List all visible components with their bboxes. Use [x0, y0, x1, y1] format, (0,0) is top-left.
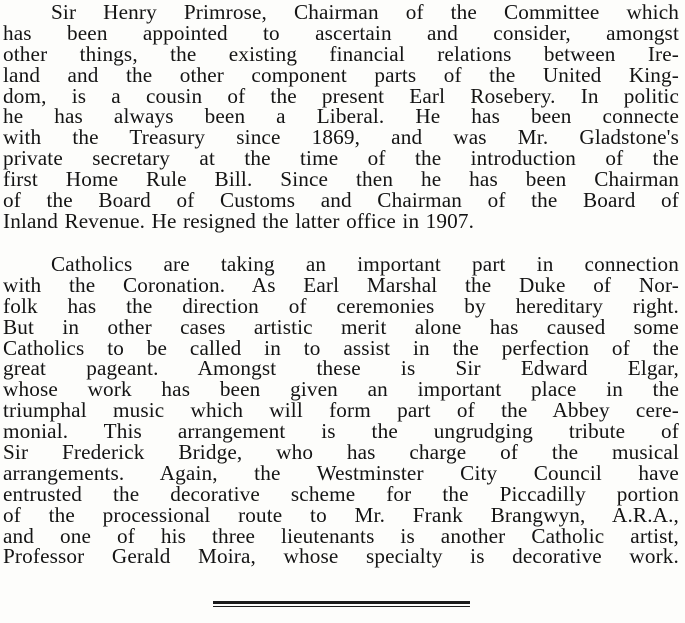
text-line: he has always been a Liberal. He has been connecte	[3, 104, 679, 129]
text-line: of the Board of Customs and Chairman of the Board of	[3, 188, 679, 213]
text-line: Inland Revenue. He resigned the latter office in 1907.	[3, 208, 475, 233]
text-line: Catholics to be called in to assist in the perfection of the	[3, 335, 679, 360]
text-line: Sir Henry Primrose, Chairman of the Committee which	[51, 0, 679, 24]
text-line: Professor Gerald Moira, whose specialty is decorative work.	[3, 544, 679, 569]
paragraph-primrose	[3, 2, 679, 232]
text-line: folk has the direction of ceremonies by hereditary right.	[3, 293, 679, 318]
text-line: But in other cases artistic merit alone has caused some	[3, 314, 679, 339]
text-line: first Home Rule Bill. Since then he has been Chairman	[3, 167, 679, 192]
text-line: of the processional route to Mr. Frank Brangwyn, A.R.A.,	[3, 502, 679, 527]
text-line: great pageant. Amongst these is Sir Edward Elgar,	[3, 356, 679, 381]
text-line: has been appointed to ascertain and consider, amongst	[3, 20, 679, 45]
text-line: whose work has been given an important place in the	[3, 377, 679, 402]
text-line: triumphal music which will form part of the Abbey cere-	[3, 398, 679, 423]
paragraph-coronation	[3, 254, 679, 567]
text-line: monial. This arrangement is the ungrudging tribute of	[3, 419, 679, 444]
text-line: dom, is a cousin of the present Earl Rosebery. In politic	[3, 83, 679, 108]
text-line: with the Coronation. As Earl Marshal the Duke of Nor-	[3, 272, 679, 297]
text-line: Sir Frederick Bridge, who has charge of the musical	[3, 440, 679, 465]
text-line: land and the other component parts of the United King-	[3, 62, 679, 87]
text-line: with the Treasury since 1869, and was Mr. Gladstone's	[3, 125, 679, 150]
text-line: arrangements. Again, the Westminster City Council have	[3, 460, 679, 485]
section-divider-rule	[213, 601, 470, 607]
text-line: other things, the existing financial relations between Ire-	[3, 41, 679, 66]
text-line: entrusted the decorative scheme for the Piccadilly portion	[3, 481, 679, 506]
text-line: and one of his three lieutenants is another Catholic artist,	[3, 523, 679, 548]
text-line: Catholics are taking an important part in connection	[51, 252, 679, 276]
text-line: private secretary at the time of the introduction of the	[3, 146, 679, 171]
